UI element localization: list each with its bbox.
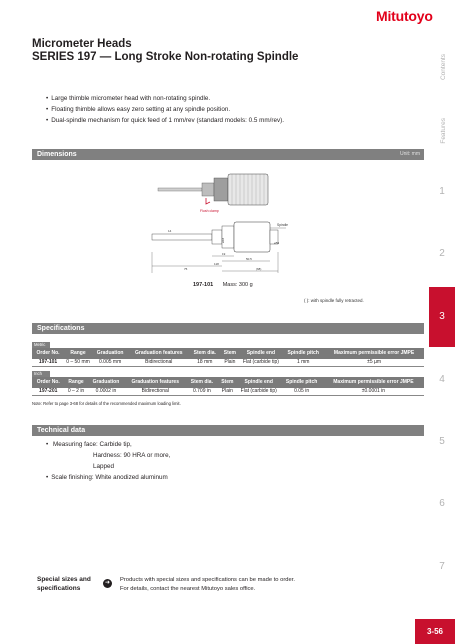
thimble-side (234, 222, 270, 252)
dim-label: 19 (222, 252, 226, 256)
dim-label: 50.5 (246, 257, 252, 261)
tech-item: • Scale finishing: White anodized aluminum (46, 472, 170, 483)
tech-item (46, 439, 170, 472)
col-max-error: Maximum permissible error JMPE (324, 348, 424, 359)
tab-2[interactable]: 2 (439, 248, 445, 259)
col-stem-dia: Stem dia. (186, 377, 217, 388)
cell: Bidirectional (124, 388, 186, 395)
dim-label: 75 (184, 267, 188, 271)
title-line-2: SERIES 197 — Long Stroke Non-rotating Spindle (32, 51, 299, 63)
col-range: Range (64, 377, 87, 388)
technical-title: Technical data (37, 427, 86, 434)
cell: ±0.0001 in (323, 388, 424, 395)
unit-label: Unit: mm (400, 151, 420, 157)
flush-clamp-label: Flush clamp (200, 209, 219, 213)
cell: 0.005 mm (92, 359, 128, 366)
special-heading-line-1: Special sizes and (37, 576, 91, 583)
cell: 0.709 in (186, 388, 217, 395)
spindle-side (152, 234, 212, 240)
cell: Flat (carbide tip) (237, 388, 280, 395)
stem-top (202, 183, 214, 196)
col-spindle-pitch: Spindle pitch (280, 377, 322, 388)
tab-3-active[interactable]: 3 (429, 287, 455, 347)
table-header-row (32, 377, 424, 388)
special-heading (37, 575, 101, 593)
sleeve-side (222, 226, 234, 248)
col-stem: Stem (218, 377, 237, 388)
technical-list (46, 439, 170, 483)
inch-spec-table (32, 377, 424, 396)
cell: 0 – 2 in (64, 388, 87, 395)
col-range: Range (64, 348, 92, 359)
caption-model: 197-101 (193, 282, 214, 288)
dim-label: (68) (256, 267, 262, 271)
table-row (32, 388, 424, 395)
dimensions-header (32, 149, 424, 160)
tab-7[interactable]: 7 (439, 561, 445, 572)
micrometer-drawing (150, 168, 310, 278)
specifications-title: Specifications (37, 325, 85, 332)
table-note: Note: Refer to page 3-68 for details of the recommended maximum loading limit. (32, 401, 181, 406)
col-max-error: Maximum permissible error JMPE (323, 377, 424, 388)
flush-clamp-arrow (206, 198, 210, 204)
cell: Flat (carbide tip) (240, 359, 283, 366)
tab-5[interactable]: 5 (439, 436, 445, 447)
feature-item: • Large thimble micrometer head with non-rotating spindle. (46, 93, 284, 104)
col-graduation-features: Graduation features (128, 348, 189, 359)
arrow-right-icon: ➜ (104, 580, 111, 586)
hardness: Hardness: 90 HRA or more, (93, 452, 171, 459)
special-heading-line-2: specifications (37, 585, 81, 592)
col-graduation: Graduation (92, 348, 128, 359)
page-title (32, 38, 362, 64)
dim-label: 14 (168, 229, 172, 233)
dim-label: ø18 (221, 237, 225, 243)
col-spindle-pitch: Spindle pitch (282, 348, 324, 359)
technical-header (32, 425, 424, 436)
tab-4[interactable]: 4 (439, 374, 445, 385)
caption-mass: Mass: 300 g (222, 282, 253, 288)
cell: 0.0002 in (88, 388, 125, 395)
cell: 197-201 (32, 388, 64, 395)
col-spindle-end: Spindle end (240, 348, 283, 359)
feature-item: • Dual-spindle mechanism for quick feed of 1 mm/rev (standard models: 0.5 mm/rev). (46, 115, 284, 126)
col-stem-dia: Stem dia. (189, 348, 220, 359)
cell: 0 – 50 mm (64, 359, 92, 366)
cell: 0.05 in (280, 388, 322, 395)
feature-item: • Floating thimble allows easy zero setting at any spindle position. (46, 104, 284, 115)
dim-label: 118 (214, 262, 219, 266)
special-body-line-1: Products with special sizes and specifications can be made to order. (120, 577, 295, 583)
measuring-face: Measuring face: Carbide tip, (52, 441, 132, 448)
cell: 18 mm (189, 359, 220, 366)
side-tab-strip (429, 0, 455, 644)
metric-spec-table (32, 348, 424, 367)
mitutoyo-logo: Mitutoyo (376, 8, 433, 24)
cell: ±5 µm (324, 359, 424, 366)
inch-label: Inch (32, 371, 50, 377)
dim-label: ø53 (274, 241, 280, 245)
special-body (120, 576, 295, 594)
col-spindle-end: Spindle end (237, 377, 280, 388)
specifications-header (32, 323, 424, 334)
table-header-row (32, 348, 424, 359)
col-order-no: Order No. (32, 348, 64, 359)
tab-1[interactable]: 1 (439, 186, 445, 197)
drawing-caption (193, 282, 253, 288)
metric-label: Metric (32, 342, 50, 348)
col-stem: Stem (220, 348, 239, 359)
feature-list (46, 93, 284, 126)
tab-features[interactable]: Features (440, 118, 447, 144)
spindle-label: Spindle (277, 223, 288, 227)
cell: 1 mm (282, 359, 324, 366)
col-order-no: Order No. (32, 377, 64, 388)
cell: Plain (220, 359, 239, 366)
special-body-line-2: For details, contact the nearest Mitutoyo sales office. (120, 586, 256, 592)
page-number: 3-56 (415, 619, 455, 644)
col-graduation-features: Graduation features (124, 377, 186, 388)
cell: 197-101 (32, 359, 64, 366)
dimensions-title: Dimensions (37, 151, 77, 158)
cell: Plain (218, 388, 237, 395)
title-line-1: Micrometer Heads (32, 38, 132, 50)
spindle-top (158, 188, 202, 191)
col-graduation: Graduation (88, 377, 125, 388)
table-row (32, 359, 424, 366)
lapped: Lapped (93, 463, 115, 470)
cell: Bidirectional (128, 359, 189, 366)
tab-6[interactable]: 6 (439, 498, 445, 509)
tab-contents[interactable]: Contents (440, 54, 447, 81)
drawing-note: ( ): with spindle fully retracted. (304, 298, 364, 303)
sleeve-top (214, 178, 228, 201)
